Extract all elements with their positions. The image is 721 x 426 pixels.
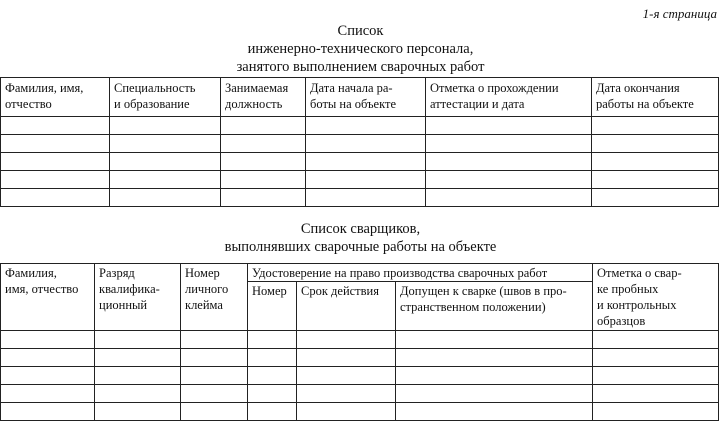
page-number-label: 1-я страница <box>642 6 717 21</box>
engineering-staff-list-title <box>0 22 721 76</box>
table-row <box>1 153 719 171</box>
table-row <box>1 385 719 403</box>
table-row <box>1 349 719 367</box>
table-row <box>1 189 719 207</box>
column-header-samples: Отметка о свар- ке пробных и контрольных образцов <box>593 264 719 331</box>
column-header-certificate-allowed: Допущен к сварке (швов в про- странственном положении) <box>396 282 593 331</box>
column-header-name: Фамилия, имя, отчество <box>1 78 110 117</box>
welders-table <box>0 263 719 421</box>
title-line: Список сварщиков, <box>300 221 421 237</box>
column-header-start-date: Дата начала ра- боты на объекте <box>306 78 426 117</box>
table-header-row <box>1 264 719 282</box>
welders-list-title <box>0 220 721 256</box>
column-header-end-date: Дата окончания работы на объекте <box>592 78 719 117</box>
table-row <box>1 331 719 349</box>
column-header-specialty: Специальность и образование <box>110 78 221 117</box>
table-header-row <box>1 78 719 117</box>
title-line: занятого выполнением сварочных работ <box>236 59 485 75</box>
table-row <box>1 117 719 135</box>
title-line: Список <box>337 23 384 39</box>
column-header-stamp-number: Номер личного клейма <box>181 264 248 331</box>
column-header-name: Фамилия, имя, отчество <box>1 264 95 331</box>
column-header-certificate-validity: Срок действия <box>297 282 396 331</box>
table-row <box>1 171 719 189</box>
column-header-certification: Отметка о прохождении аттестации и дата <box>426 78 592 117</box>
title-line: выполнявших сварочные работы на объекте <box>224 239 497 255</box>
column-header-certificate-number: Номер <box>248 282 297 331</box>
table-row <box>1 367 719 385</box>
table-row <box>1 135 719 153</box>
table-row <box>1 403 719 421</box>
column-header-position: Занимаемая должность <box>221 78 306 117</box>
title-line: инженерно-технического персонала, <box>247 41 474 57</box>
engineering-staff-table <box>0 77 719 207</box>
column-header-rank: Разряд квалифика- ционный <box>95 264 181 331</box>
column-group-header-certificate: Удостоверение на право производства сварочных работ <box>248 264 593 282</box>
